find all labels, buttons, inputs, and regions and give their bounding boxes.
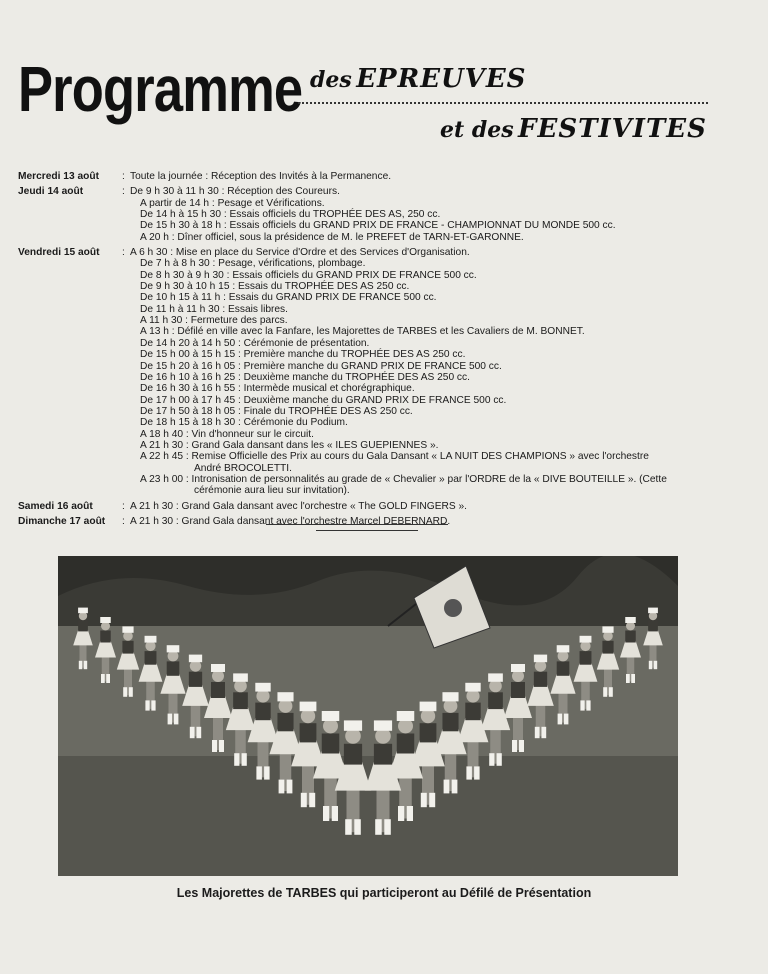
- schedule-entry: De 18 h 15 à 18 h 30 : Cérémonie du Podium.: [140, 417, 348, 429]
- schedule-entry: De 16 h 30 à 16 h 55 : Intermède musical et chorégraphique.: [140, 383, 415, 395]
- schedule-entry: De 17 h 00 à 17 h 45 : Deuxième manche du GRAND PRIX DE FRANCE 500 cc.: [140, 394, 507, 406]
- schedule-entry: De 15 h 20 à 16 h 05 : Première manche du GRAND PRIX DE FRANCE 500 cc.: [140, 360, 502, 372]
- schedule-entry: De 11 h à 11 h 30 : Essais libres.: [140, 303, 288, 315]
- schedule-entry: De 14 h à 15 h 30 : Essais officiels du TROPHÉE DES AS, 250 cc.: [140, 209, 441, 221]
- day-colon: :: [122, 500, 125, 512]
- schedule-day: [18, 247, 748, 497]
- divider-top: [266, 524, 448, 525]
- title-dotted-rule: [298, 102, 708, 104]
- schedule-entry: A 22 h 45 : Remise Officielle des Prix au cours du Gala Dansant « LA NUIT DES CHAMPIONS » avec l'orchestre: [140, 451, 649, 463]
- schedule-entry: cérémonie aura lieu sur invitation).: [194, 485, 350, 497]
- divider-bottom: [316, 530, 418, 531]
- day-label: Mercredi 13 août: [18, 171, 99, 182]
- day-label: Vendredi 15 août: [18, 247, 100, 259]
- title-epreuves: EPREUVES: [356, 64, 527, 94]
- schedule-entry: A 21 h 30 : Grand Gala dansant avec l'orchestre Marcel DEBERNARD.: [130, 515, 451, 527]
- schedule-entry: André BROCOLETTI.: [194, 462, 292, 474]
- schedule-entry: A partir de 14 h : Pesage et Vérifications.: [140, 197, 325, 209]
- schedule-entry: A 20 h : Dîner officiel, sous la présidence de M. le PREFET de TARN-ET-GARONNE.: [140, 231, 524, 243]
- majorettes-photo-drawing: [58, 556, 678, 876]
- schedule-day: [18, 516, 748, 527]
- schedule-entry: A 13 h : Défilé en ville avec la Fanfare, les Majorettes de TARBES et les Cavaliers de M. BONNET.: [140, 326, 585, 338]
- photo-caption: Les Majorettes de TARBES qui participeront au Défilé de Présentation: [176, 886, 592, 900]
- title-line-festivites: [440, 114, 707, 144]
- schedule-entry: De 14 h 20 à 14 h 50 : Cérémonie de présentation.: [140, 337, 370, 349]
- schedule-entry: De 7 h à 8 h 30 : Pesage, vérifications, plombage.: [140, 258, 366, 270]
- title-festivites: FESTIVITES: [518, 114, 707, 144]
- day-entries: [130, 501, 748, 512]
- schedule-entry: De 15 h 00 à 15 h 15 : Première manche du TROPHÉE DES AS 250 cc.: [140, 349, 466, 361]
- day-colon: :: [122, 171, 125, 182]
- schedule-entry: De 15 h 30 à 18 h : Essais officiels du GRAND PRIX DE FRANCE - CHAMPIONNAT DU MONDE 500 cc.: [140, 220, 616, 232]
- schedule-entry: A 11 h 30 : Fermeture des parcs.: [140, 315, 288, 327]
- day-colon: :: [122, 515, 125, 527]
- day-entries: [130, 186, 748, 243]
- schedule-entry: A 21 h 30 : Grand Gala dansant avec l'orchestre « The GOLD FINGERS ».: [130, 500, 467, 512]
- schedule-entry: A 23 h 00 : Intronisation de personnalités au grade de « Chevalier » par l'ORDRE de la « DIVE BOUTEILLE ». (Cette: [140, 473, 667, 485]
- schedule-entry: De 17 h 50 à 18 h 05 : Finale du TROPHÉE DES AS 250 cc.: [140, 405, 413, 417]
- schedule-entry: Toute la journée : Réception des Invités à la Permanence.: [130, 171, 392, 182]
- day-entries: [130, 247, 748, 497]
- schedule-day: [18, 171, 748, 182]
- day-label: Samedi 16 août: [18, 500, 93, 512]
- schedule-entry: De 10 h 15 à 11 h : Essais du GRAND PRIX DE FRANCE 500 cc.: [140, 292, 437, 304]
- day-colon: :: [122, 186, 125, 198]
- day-label: Jeudi 14 août: [18, 186, 84, 198]
- schedule-entry: De 8 h 30 à 9 h 30 : Essais officiels du GRAND PRIX DE FRANCE 500 cc.: [140, 269, 477, 281]
- day-colon: :: [122, 247, 125, 259]
- programme-title: Programme: [18, 53, 303, 125]
- day-entries: [130, 516, 748, 527]
- schedule-entry: A 6 h 30 : Mise en place du Service d'Ordre et des Services d'Organisation.: [130, 247, 470, 259]
- title-line-epreuves: [310, 64, 526, 94]
- schedule-entry: De 16 h 10 à 16 h 25 : Deuxième manche du TROPHÉE DES AS 250 cc.: [140, 371, 470, 383]
- schedule-entry: A 21 h 30 : Grand Gala dansant dans les « ILES GUEPIENNES ».: [140, 439, 439, 451]
- day-entries: [130, 171, 748, 182]
- banner-emblem: [444, 599, 462, 617]
- schedule-list: [18, 171, 748, 531]
- schedule-entry: De 9 h 30 à 10 h 15 : Essais du TROPHÉE DES AS 250 cc.: [140, 281, 410, 293]
- schedule-day: [18, 501, 748, 512]
- title-et-des: et des: [440, 117, 514, 143]
- majorettes-photo: [58, 556, 678, 876]
- schedule-entry: De 9 h 30 à 11 h 30 : Réception des Coureurs.: [130, 186, 340, 198]
- schedule-day: [18, 186, 748, 243]
- day-label: Dimanche 17 août: [18, 515, 106, 527]
- title-des: des: [310, 67, 352, 93]
- schedule-entry: A 18 h 40 : Vin d'honneur sur le circuit.: [140, 428, 314, 440]
